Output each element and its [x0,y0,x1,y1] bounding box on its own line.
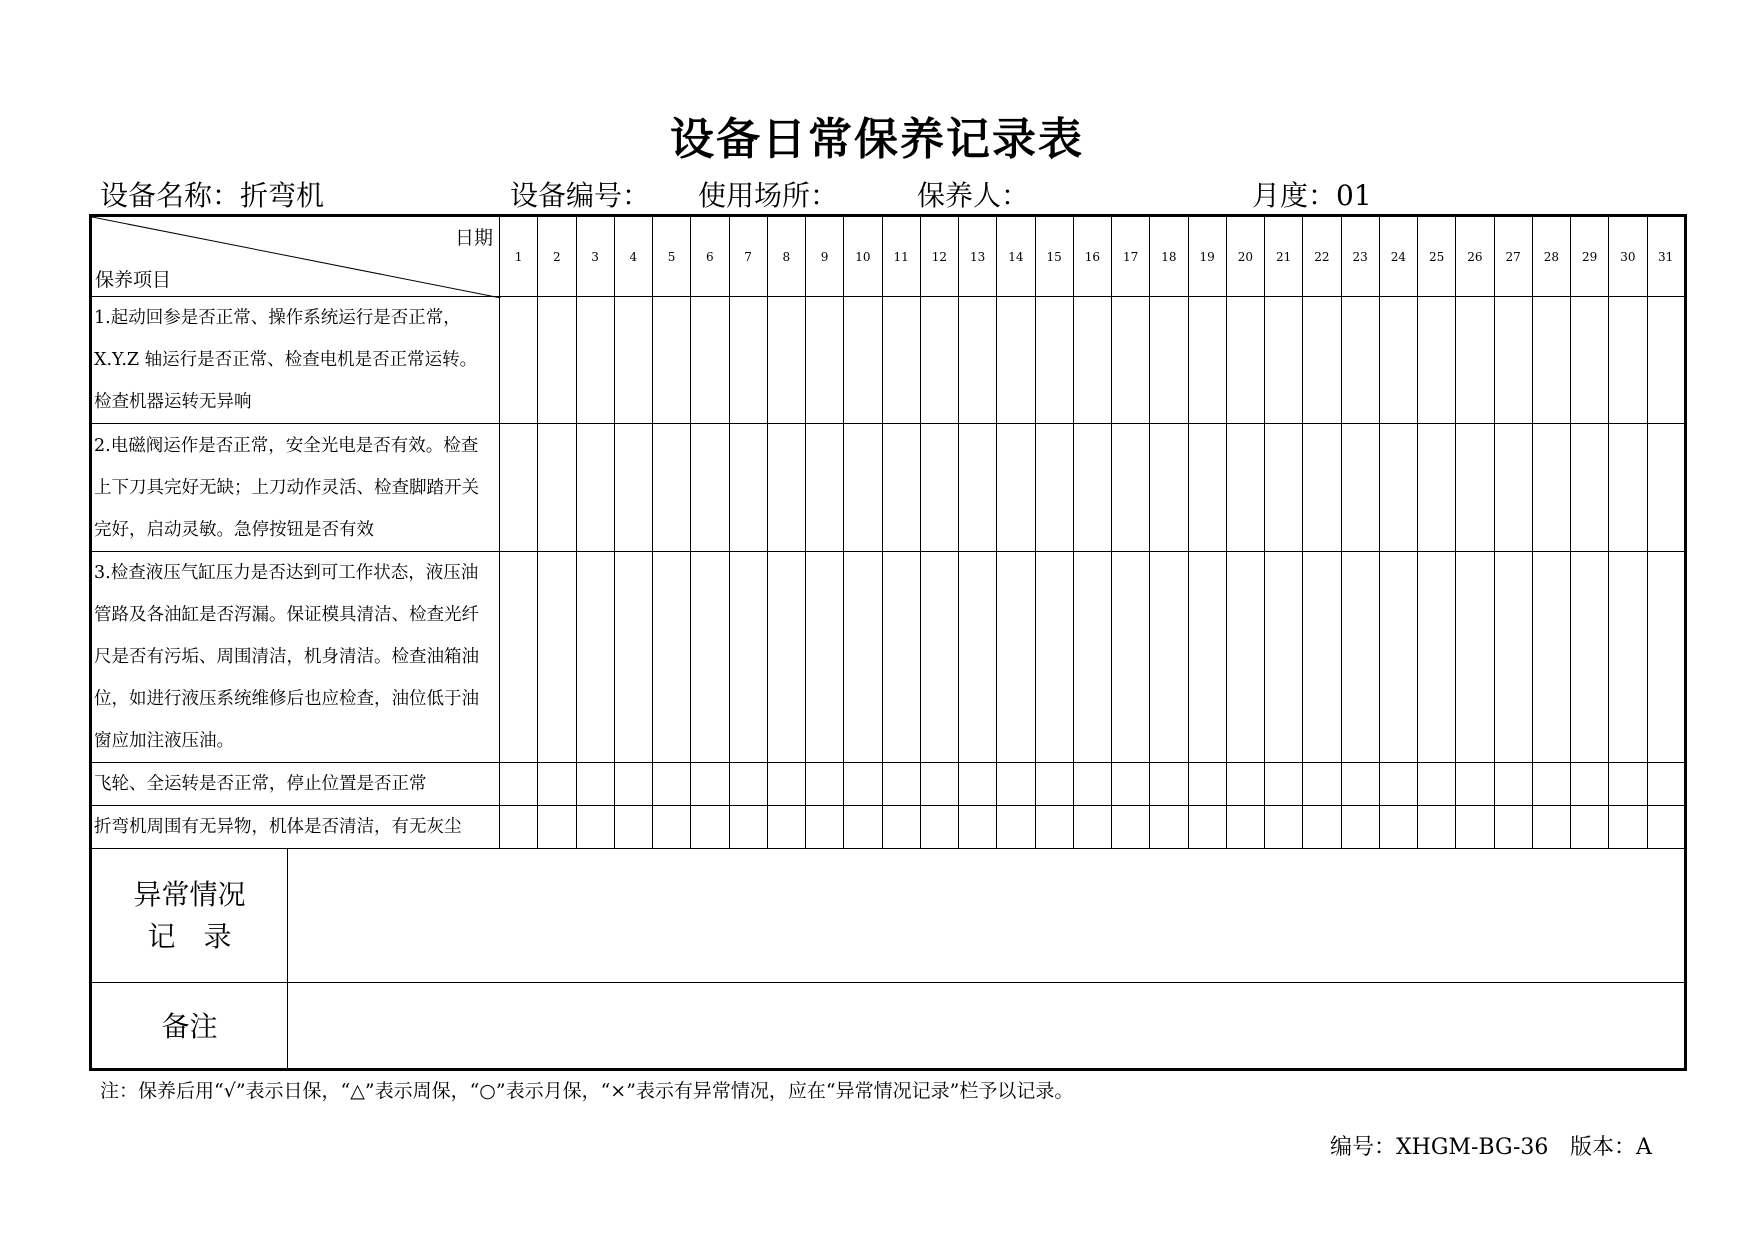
check-cell[interactable] [1418,297,1456,424]
check-cell[interactable] [653,551,691,762]
check-cell[interactable] [729,763,767,806]
check-cell[interactable] [653,297,691,424]
check-cell[interactable] [1647,551,1685,762]
check-cell[interactable] [1035,763,1073,806]
check-cell[interactable] [1303,424,1341,551]
equipment-name-label: 设备名称：折弯机 [100,179,325,212]
maintenance-item-line: 上下刀具完好无缺；上刀动作灵活、检查脚踏开关 [94,477,479,498]
check-cell[interactable] [691,551,729,762]
check-cell[interactable] [1073,806,1111,849]
check-cell[interactable] [1226,806,1264,849]
day-header: 24 [1379,216,1417,297]
check-cell[interactable] [1226,424,1264,551]
check-cell[interactable] [1188,297,1226,424]
check-cell[interactable] [767,297,805,424]
check-cell[interactable] [538,297,576,424]
check-cell[interactable] [1226,551,1264,762]
day-header: 23 [1341,216,1379,297]
check-cell[interactable] [729,551,767,762]
remarks-label: 备注 [91,982,288,1069]
check-cell[interactable] [806,551,844,762]
check-cell[interactable] [1341,424,1379,551]
check-cell[interactable] [729,806,767,849]
check-cell[interactable] [691,297,729,424]
check-cell[interactable] [959,297,997,424]
check-cell[interactable] [1035,551,1073,762]
check-cell[interactable] [882,763,920,806]
check-cell[interactable] [997,806,1035,849]
check-cell[interactable] [1647,297,1685,424]
day-header: 5 [653,216,691,297]
day-header: 1 [500,216,538,297]
check-cell[interactable] [1035,424,1073,551]
day-header: 3 [576,216,614,297]
day-header: 2 [538,216,576,297]
check-cell[interactable] [1265,424,1303,551]
maintenance-item-line: 飞轮、全运转是否正常，停止位置是否正常 [94,774,427,795]
check-cell[interactable] [1532,297,1570,424]
check-cell[interactable] [1456,763,1494,806]
check-cell[interactable] [538,551,576,762]
check-cell[interactable] [1418,763,1456,806]
check-cell[interactable] [500,424,538,551]
maintenance-item-line: 管路及各油缸是否泻漏。保证模具清洁、检查光纤 [94,605,479,626]
check-cell[interactable] [1341,806,1379,849]
day-header: 11 [882,216,920,297]
check-cell[interactable] [767,551,805,762]
check-cell[interactable] [1265,551,1303,762]
check-cell[interactable] [1532,806,1570,849]
maintenance-item-line: 1.起动回参是否正常、操作系统运行是否正常， [94,308,461,329]
equipment-no-label: 设备编号： [510,179,651,212]
check-cell[interactable] [691,424,729,551]
check-cell[interactable] [1112,806,1150,849]
day-header: 31 [1647,216,1685,297]
check-cell[interactable] [767,424,805,551]
check-cell[interactable] [1226,763,1264,806]
check-cell[interactable] [997,551,1035,762]
check-cell[interactable] [1609,806,1647,849]
check-cell[interactable] [1418,806,1456,849]
day-header: 14 [997,216,1035,297]
document-code: 编号：XHGM-BG-36 [1330,1135,1549,1160]
check-cell[interactable] [538,806,576,849]
day-header: 12 [920,216,958,297]
check-cell[interactable] [576,297,614,424]
day-header: 4 [614,216,652,297]
check-cell[interactable] [1571,806,1609,849]
check-cell[interactable] [1379,297,1417,424]
check-cell[interactable] [806,806,844,849]
check-cell[interactable] [959,806,997,849]
check-cell[interactable] [1150,551,1188,762]
check-cell[interactable] [844,763,882,806]
check-cell[interactable] [1609,551,1647,762]
maintenance-item-line: 3.检查液压气缸压力是否达到可工作状态，液压油 [94,563,479,584]
check-cell[interactable] [1073,297,1111,424]
day-header: 22 [1303,216,1341,297]
check-cell[interactable] [1150,297,1188,424]
check-cell[interactable] [1303,551,1341,762]
check-cell[interactable] [614,763,652,806]
page-title: 设备日常保养记录表 [670,114,1084,165]
check-cell[interactable] [614,297,652,424]
day-header: 19 [1188,216,1226,297]
check-cell[interactable] [1112,763,1150,806]
check-cell[interactable] [1341,763,1379,806]
check-cell[interactable] [1112,424,1150,551]
maintenance-item-text [91,551,500,762]
maintenance-item-row [91,551,1686,762]
check-cell[interactable] [500,297,538,424]
check-cell[interactable] [1456,424,1494,551]
check-cell[interactable] [1379,806,1417,849]
check-cell[interactable] [882,297,920,424]
maintenance-item-line: 尺是否有污垢、周围清洁，机身清洁。检查油箱油 [94,647,479,668]
check-cell[interactable] [844,551,882,762]
check-cell[interactable] [1150,424,1188,551]
day-header: 29 [1571,216,1609,297]
check-cell[interactable] [1532,424,1570,551]
check-cell[interactable] [920,551,958,762]
maintenance-item-line: 折弯机周围有无异物，机体是否清洁，有无灰尘 [94,817,462,838]
check-cell[interactable] [1341,551,1379,762]
check-cell[interactable] [997,763,1035,806]
check-cell[interactable] [1456,551,1494,762]
check-cell[interactable] [1188,763,1226,806]
check-cell[interactable] [806,424,844,551]
check-cell[interactable] [1532,763,1570,806]
check-cell[interactable] [614,424,652,551]
day-header: 10 [844,216,882,297]
day-header: 27 [1494,216,1532,297]
check-cell[interactable] [500,806,538,849]
abnormal-label: 异常情况 [133,877,246,911]
check-cell[interactable] [920,297,958,424]
maintenance-item-line: 检查机器运转无异响 [94,392,252,413]
check-cell[interactable] [1379,551,1417,762]
day-header: 7 [729,216,767,297]
maintenance-item-text [91,297,500,424]
check-cell[interactable] [882,806,920,849]
maintenance-item-row [91,806,1686,849]
check-cell[interactable] [1494,763,1532,806]
check-cell[interactable] [1647,763,1685,806]
check-cell[interactable] [1571,763,1609,806]
check-cell[interactable] [1494,551,1532,762]
check-cell[interactable] [1188,806,1226,849]
check-cell[interactable] [1188,551,1226,762]
check-cell[interactable] [538,424,576,551]
check-cell[interactable] [1150,763,1188,806]
check-cell[interactable] [1188,424,1226,551]
check-cell[interactable] [614,806,652,849]
check-cell[interactable] [691,806,729,849]
check-cell[interactable] [1073,424,1111,551]
check-cell[interactable] [653,763,691,806]
check-cell[interactable] [1494,806,1532,849]
day-header: 30 [1609,216,1647,297]
check-cell[interactable] [1303,297,1341,424]
check-cell[interactable] [1456,297,1494,424]
check-cell[interactable] [1341,297,1379,424]
legend-note: 注：保养后用“√”表示日保，“△”表示周保，“○”表示月保，“×”表示有异常情况，应在“异常情况记录”栏予以记录。 [100,1080,1074,1102]
check-cell[interactable] [767,763,805,806]
check-cell[interactable] [1265,763,1303,806]
check-cell[interactable] [806,763,844,806]
check-cell[interactable] [1303,763,1341,806]
day-header: 17 [1112,216,1150,297]
check-cell[interactable] [1494,424,1532,551]
check-cell[interactable] [844,424,882,551]
check-cell[interactable] [1609,424,1647,551]
maintainer-label: 保养人： [917,179,1030,212]
check-cell[interactable] [882,424,920,551]
check-cell[interactable] [920,806,958,849]
day-header: 26 [1456,216,1494,297]
check-cell[interactable] [1112,297,1150,424]
remarks-field[interactable] [288,982,1686,1069]
check-cell[interactable] [1073,763,1111,806]
day-header: 15 [1035,216,1073,297]
maintenance-item-row [91,763,1686,806]
check-cell[interactable] [1418,424,1456,551]
check-cell[interactable] [1647,424,1685,551]
day-header: 6 [691,216,729,297]
day-header: 16 [1073,216,1111,297]
day-header: 18 [1150,216,1188,297]
abnormal-label: 记 录 [147,919,232,953]
maintenance-item-line: 2.电磁阀运作是否正常，安全光电是否有效。检查 [94,435,479,456]
check-cell[interactable] [767,806,805,849]
item-header-label: 保养项目 [95,269,172,292]
check-cell[interactable] [653,424,691,551]
day-header: 20 [1226,216,1264,297]
month-label: 月度：01 [1252,179,1372,212]
check-cell[interactable] [844,297,882,424]
maintenance-item-row [91,297,1686,424]
maintenance-record-table [89,214,1687,1071]
maintenance-item-text [91,763,500,806]
check-cell[interactable] [653,806,691,849]
check-cell[interactable] [1609,297,1647,424]
date-header-label: 日期 [454,227,493,249]
abnormal-label-cell [91,849,288,982]
check-cell[interactable] [576,551,614,762]
check-cell[interactable] [959,763,997,806]
check-cell[interactable] [806,297,844,424]
check-cell[interactable] [1035,297,1073,424]
maintenance-item-text [91,424,500,551]
check-cell[interactable] [1571,297,1609,424]
maintenance-item-line: 窗应加注液压油。 [94,731,234,752]
check-cell[interactable] [729,424,767,551]
check-cell[interactable] [1647,806,1685,849]
check-cell[interactable] [997,424,1035,551]
location-label: 使用场所： [698,179,839,212]
maintenance-item-line: 完好，启动灵敏。急停按钮是否有效 [94,519,374,540]
check-cell[interactable] [614,551,652,762]
day-header: 21 [1265,216,1303,297]
check-cell[interactable] [1379,763,1417,806]
check-cell[interactable] [1494,297,1532,424]
check-cell[interactable] [882,551,920,762]
check-cell[interactable] [997,297,1035,424]
check-cell[interactable] [920,424,958,551]
check-cell[interactable] [1418,551,1456,762]
day-header: 28 [1532,216,1570,297]
check-cell[interactable] [1150,806,1188,849]
check-cell[interactable] [1035,806,1073,849]
check-cell[interactable] [729,297,767,424]
check-cell[interactable] [959,424,997,551]
check-cell[interactable] [576,763,614,806]
check-cell[interactable] [1303,806,1341,849]
day-header: 8 [767,216,805,297]
header-diagonal-cell [91,216,500,297]
check-cell[interactable] [500,551,538,762]
check-cell[interactable] [844,806,882,849]
maintenance-item-line: X.Y.Z 轴运行是否正常、检查电机是否正常运转。 [94,350,478,371]
check-cell[interactable] [500,763,538,806]
check-cell[interactable] [1456,806,1494,849]
maintenance-item-text [91,806,500,849]
check-cell[interactable] [1226,297,1264,424]
maintenance-item-row [91,424,1686,551]
check-cell[interactable] [1532,551,1570,762]
abnormal-record-field[interactable] [288,849,1686,982]
check-cell[interactable] [920,763,958,806]
day-header: 9 [806,216,844,297]
check-cell[interactable] [576,424,614,551]
day-header: 13 [959,216,997,297]
check-cell[interactable] [1571,424,1609,551]
check-cell[interactable] [1265,297,1303,424]
check-cell[interactable] [1571,551,1609,762]
maintenance-item-line: 位，如进行液压系统维修后也应检查，油位低于油 [94,689,479,710]
check-cell[interactable] [1609,763,1647,806]
check-cell[interactable] [1265,806,1303,849]
day-header: 25 [1418,216,1456,297]
check-cell[interactable] [1073,551,1111,762]
document-version: 版本：A [1570,1135,1652,1160]
check-cell[interactable] [959,551,997,762]
check-cell[interactable] [1379,424,1417,551]
check-cell[interactable] [538,763,576,806]
check-cell[interactable] [691,763,729,806]
check-cell[interactable] [1112,551,1150,762]
check-cell[interactable] [576,806,614,849]
